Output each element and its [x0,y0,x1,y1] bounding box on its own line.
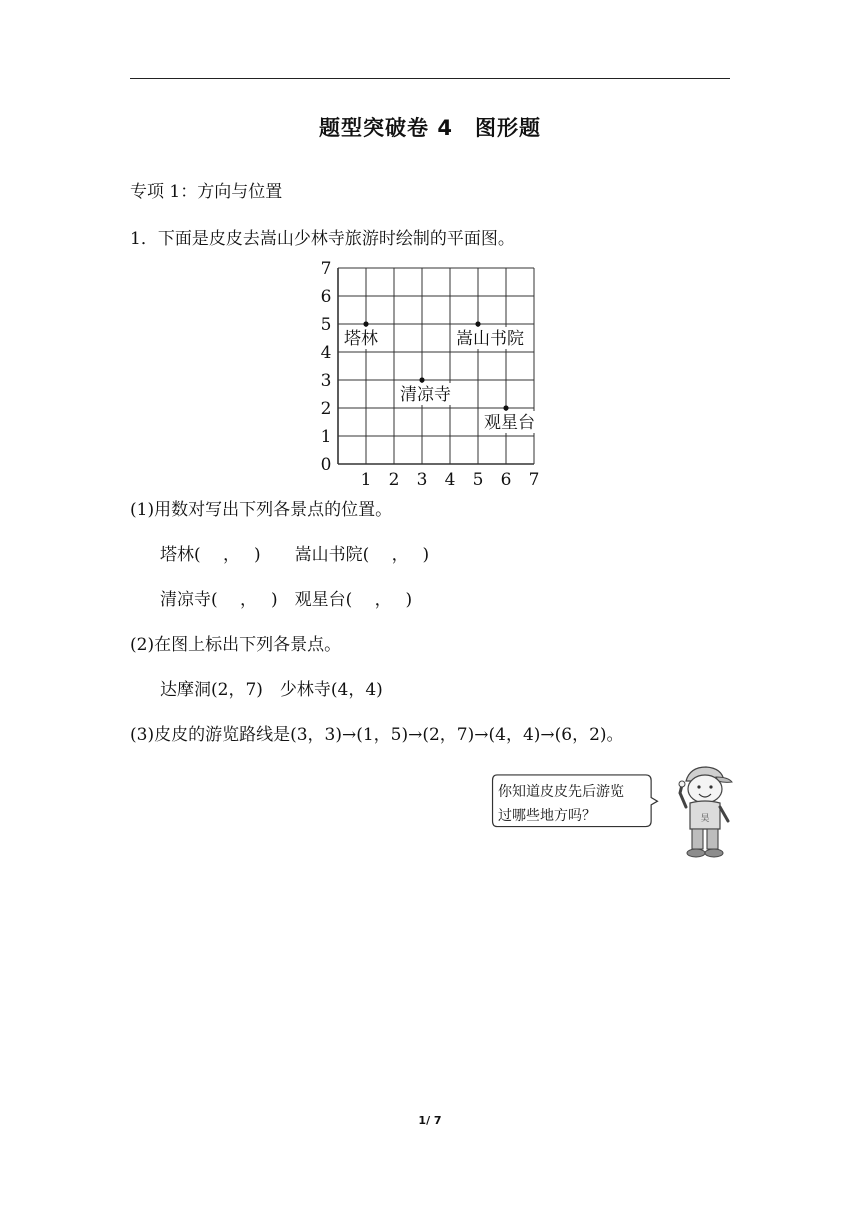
x-tick-label: 7 [528,470,540,488]
part-3-route: (3)皮皮的游览路线是(3，3)→(1，5)→(2，7)→(4，4)→(6，2)。 [130,725,624,745]
x-tick-label: 2 [388,470,400,488]
landmark-label: 塔林 [344,329,378,349]
y-tick-label: 4 [320,343,332,363]
grid-lines [338,268,534,464]
landmark-dot [475,321,480,326]
x-tick-label: 5 [472,470,484,488]
bubble-line-2: 过哪些地方吗？ [498,808,596,824]
y-tick-label: 2 [320,399,332,419]
x-tick-label: 1 [360,470,372,488]
landmark-label: 观星台 [484,413,535,433]
landmark-dot [363,321,368,326]
section-heading: 专项 1：方向与位置 [130,182,283,202]
header-rule [130,78,730,79]
landmark-dot [503,405,508,410]
y-tick-label: 7 [320,259,332,279]
landmark-label: 嵩山书院 [456,329,524,349]
y-tick-label: 1 [320,427,332,447]
y-tick-label: 6 [320,287,332,307]
y-tick-label: 0 [320,455,332,475]
bubble-line-1: 你知道皮皮先后游览 [498,784,624,800]
mark-points-line: 达摩洞(2，7) 少林寺(4，4) [160,680,383,700]
speech-bubble-text [498,780,664,828]
page-number: 1/ 7 [418,1114,442,1127]
part-1-prompt: (1)用数对写出下列各景点的位置。 [130,500,393,520]
landmark-label: 清凉寺 [400,385,451,405]
coordinate-grid [300,256,550,488]
part-2-prompt: (2)在图上标出下列各景点。 [130,635,342,655]
landmark-points [342,321,537,433]
x-tick-label: 4 [444,470,456,488]
page-title: 题型突破卷 4 图形题 [319,116,541,140]
x-tick-label: 3 [416,470,428,488]
x-tick-label: 6 [500,470,512,488]
y-tick-label: 5 [320,315,332,335]
axis-tick-labels [321,259,540,488]
y-tick-label: 3 [320,371,332,391]
question-stem: 1．下面是皮皮去嵩山少林寺旅游时绘制的平面图。 [130,229,515,249]
fill-line-b: 清凉寺( ， ) 观星台( ， ) [160,590,413,610]
landmark-dot [419,377,424,382]
fill-line-a: 塔林( ， ) 嵩山书院( ， ) [160,545,430,565]
cartoon-boy-illustration [672,763,734,861]
shirt-emblem: 昊 [700,814,710,824]
